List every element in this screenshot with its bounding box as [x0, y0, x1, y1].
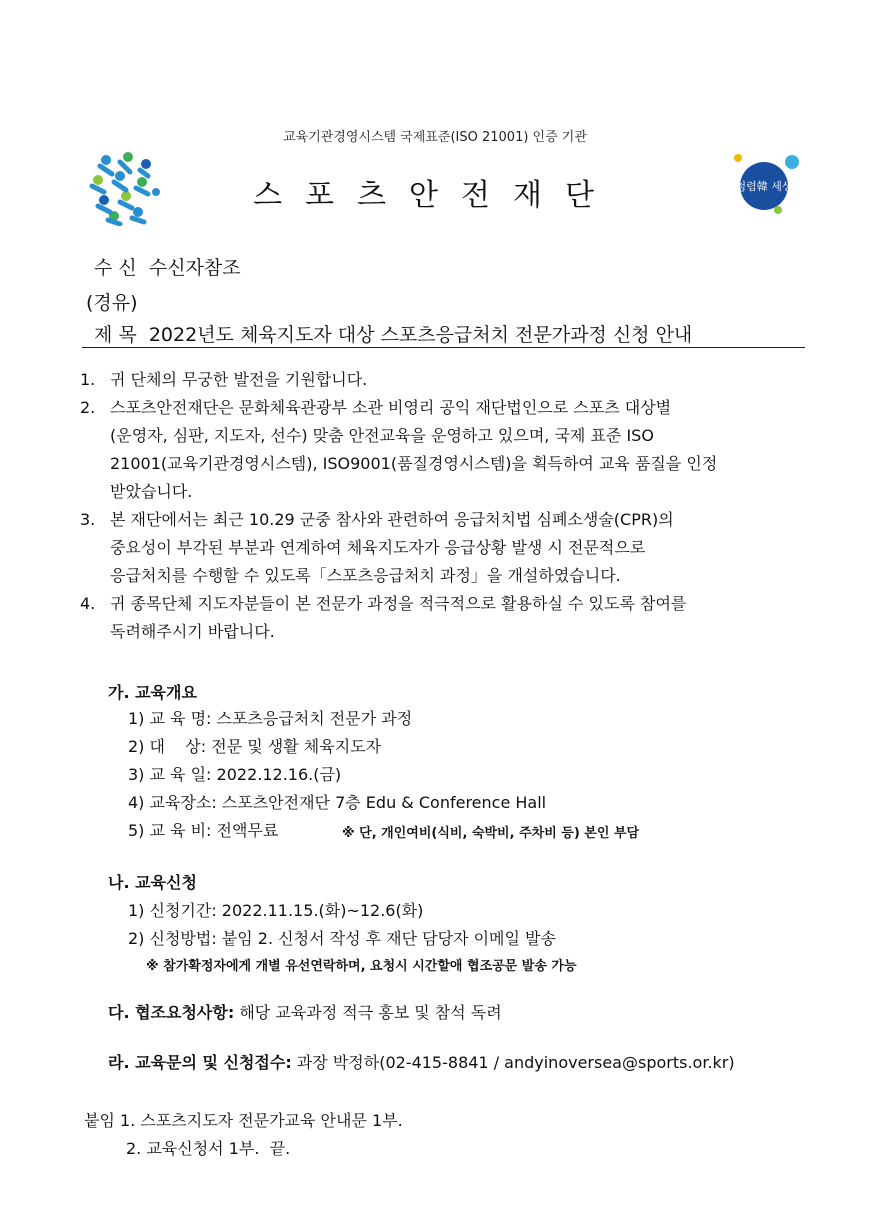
section-b-title: 나. 교육신청	[108, 873, 197, 892]
certification-text: 교육기관경영시스템 국제표준(ISO 21001) 인증 기관	[283, 130, 587, 145]
attachments-line-2: 2. 교육신청서 1부. 끝.	[126, 1139, 291, 1158]
application-note: ※ 참가확정자에게 개별 유선연락하며, 요청시 시간할애 협조공문 발송 가능	[146, 959, 577, 974]
attachments-label: 붙임	[84, 1111, 115, 1130]
section-d-title: 라. 교육문의 및 신청접수:	[108, 1053, 292, 1072]
recipient-value: 수신자참조	[148, 257, 241, 279]
fee-note: ※ 단, 개인여비(식비, 숙박비, 주차비 등) 본인 부담	[342, 826, 640, 841]
subject-divider	[82, 347, 805, 348]
recipient-label: 수 신	[94, 257, 137, 279]
section-b-item: 1) 신청기간: 2022.11.15.(화)~12.6(화)	[128, 901, 424, 920]
section-d	[108, 1050, 735, 1073]
section-d-text: 과장 박정하(02-415-8841 / andyinoversea@sports.or.kr)	[291, 1053, 735, 1072]
section-c-text: 해당 교육과정 적극 홍보 및 참석 독려	[234, 1003, 502, 1022]
section-a-item: 3) 교 육 일: 2022.12.16.(금)	[128, 765, 342, 784]
attachments-line-1: 붙임 1. 스포츠지도자 전문가교육 안내문 1부.	[84, 1111, 403, 1130]
paragraph-4: 4. 귀 종목단체 지도자분들이 본 전문가 과정을 적극적으로 활용하실 수 있도록 참여를 독려해주시기 바랍니다.	[80, 594, 687, 641]
section-a-item: 1) 교 육 명: 스포츠응급처치 전문가 과정	[128, 709, 413, 728]
section-a-item: 4) 교육장소: 스포츠안전재단 7층 Edu & Conference Hall	[128, 793, 547, 812]
recipient-line	[94, 253, 241, 280]
organization-title: 스포츠안전재단	[253, 178, 617, 213]
paragraph-3: 3. 본 재단에서는 최근 10.29 군중 참사와 관련하여 응급처치법 심폐소생술(CPR)의 중요성이 부각된 부분과 연계하여 체육지도자가 응급상황 발생 시 전문적으로 응급처치를 수행할 수 있도록「스포츠응급처치 과정」을 개설하였습니다.	[80, 510, 674, 585]
section-c-title: 다. 협조요청사항:	[108, 1003, 235, 1022]
subject-label: 제 목	[94, 324, 137, 346]
subject-value: 2022년도 체육지도자 대상 스포츠응급처치 전문가과정 신청 안내	[148, 324, 693, 346]
via-line: (경유)	[86, 292, 138, 314]
paragraph-2: 2. 스포츠안전재단은 문화체육관광부 소관 비영리 공익 재단법인으로 스포츠 대상별 (운영자, 심판, 지도자, 선수) 맞춤 안전교육을 운영하고 있으며, 국제 표준 ISO 21001(교육기관경영시스템), ISO9001(품질경영시스템)을 획득하여 교육 품질을 인정 받았습니다.	[80, 398, 718, 501]
section-b-item: 2) 신청방법: 붙임 2. 신청서 작성 후 재단 담당자 이메일 발송	[128, 929, 556, 948]
section-c	[108, 1000, 502, 1023]
integrity-logo	[728, 150, 804, 220]
section-a-item: 5) 교 육 비: 전액무료	[128, 821, 279, 840]
integrity-logo-text: 청렴韓 세상	[735, 180, 793, 193]
subject-line	[94, 320, 692, 347]
section-a-item: 2) 대 상: 전문 및 생활 체육지도자	[128, 737, 382, 756]
section-a-title: 가. 교육개요	[108, 683, 197, 702]
paragraph-1: 1. 귀 단체의 무궁한 발전을 기원합니다.	[80, 370, 368, 389]
